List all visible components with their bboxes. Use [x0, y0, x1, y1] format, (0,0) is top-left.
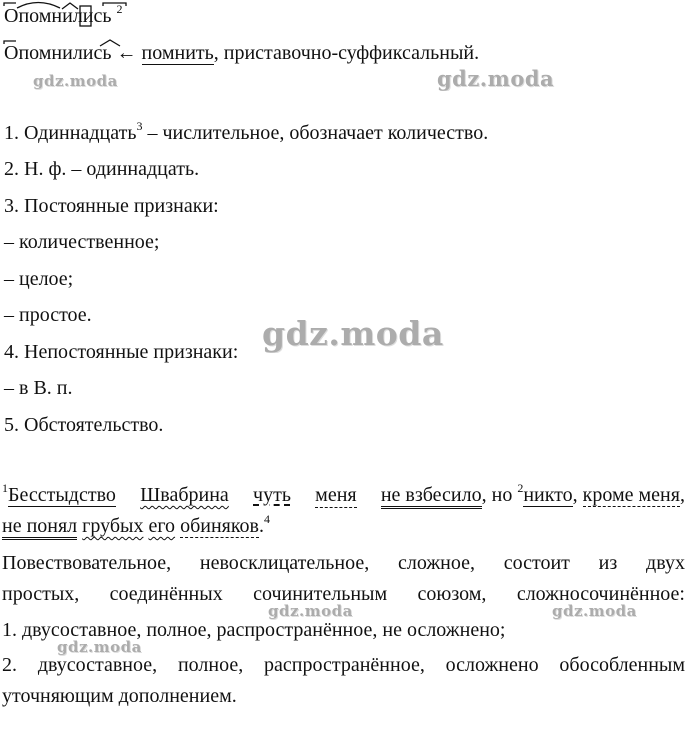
- attribute-2: грубых: [82, 515, 144, 537]
- watermark-2: gdz.moda: [437, 66, 555, 91]
- heading-word: Опомнились: [4, 5, 112, 27]
- numeral-item-3a: – количественное;: [4, 231, 160, 253]
- word-heading: [4, 4, 123, 28]
- sentence-part-1: [2, 483, 116, 508]
- numeral-item-3: 3. Постоянные признаки:: [4, 195, 219, 217]
- subject-1: Бесстыдство: [8, 484, 116, 506]
- heading-footnote: 2: [116, 2, 123, 16]
- conjunction: , но: [481, 484, 518, 506]
- subject-2: никто: [523, 484, 573, 506]
- watermark-4: gdz.moda: [268, 602, 353, 620]
- derivation-arrow: ←: [116, 42, 137, 64]
- watermark-3: gdz.moda: [262, 314, 444, 353]
- watermark-1: gdz.moda: [33, 72, 118, 90]
- numeral-item-3b: – целое;: [4, 268, 74, 290]
- clause-1-marker: 1: [2, 481, 8, 495]
- object-1: меня: [315, 484, 357, 506]
- clause-2-marker: 2: [517, 481, 524, 495]
- analysis-text-2: простых, соединённых сочинительным союзом, сложносочинённое:: [2, 583, 685, 605]
- numeral-item-2: 2. Н. ф. – одиннадцать.: [4, 158, 200, 180]
- analysis-text-4: 2. двусоставное, полное, распространённое, осложнено обособленным: [2, 654, 685, 676]
- numeral-item-3c: – простое.: [4, 304, 92, 326]
- watermark-5: gdz.moda: [552, 602, 637, 620]
- comma-2: ,: [679, 484, 685, 506]
- numeral-item-4: 4. Непостоянные признаки:: [4, 341, 239, 363]
- attribute-1: Швабрина: [140, 484, 229, 506]
- analysis-line-4: [2, 653, 685, 677]
- analysis-line-3: 1. двусоставное, полное, распространённое, не осложнено;: [2, 619, 506, 641]
- sentence-line-1: [2, 483, 685, 508]
- numeral-item-5: 5. Обстоятельство.: [4, 414, 164, 436]
- analysis-line-1: [2, 551, 685, 575]
- sentence-line-2: [2, 514, 270, 538]
- morph-word: Опомнились: [4, 42, 112, 64]
- numeral-definition: – числительное, обозначает количество.: [142, 122, 489, 144]
- attribute-3: его: [148, 515, 176, 537]
- derivation-type: , приставочно-суффиксальный.: [213, 42, 480, 64]
- object-clarifying: кроме меня: [582, 484, 680, 506]
- root-word: помнить: [141, 42, 214, 64]
- adverbial-1: чуть: [253, 484, 291, 506]
- numeral-word: 1. Одиннадцать: [4, 122, 137, 144]
- sentence-part-5: [381, 483, 685, 508]
- predicate-1: не взбесило: [381, 484, 482, 509]
- comma-1: ,: [572, 484, 583, 506]
- morph-line: [4, 41, 479, 65]
- numeral-footnote: 3: [136, 119, 143, 133]
- object-2: обиняков: [180, 515, 259, 537]
- predicate-2: не понял: [2, 515, 77, 540]
- analysis-line-5: уточняющим дополнением.: [2, 685, 237, 707]
- sentence-footnote: 4: [264, 512, 270, 526]
- numeral-item-4a: – в В. п.: [4, 377, 73, 399]
- analysis-text-1: Повествовательное, невосклицательное, сложное, состоит из двух: [2, 552, 685, 574]
- period: .: [259, 515, 264, 537]
- numeral-item-1: [4, 121, 488, 145]
- watermark-6: gdz.moda: [57, 638, 142, 656]
